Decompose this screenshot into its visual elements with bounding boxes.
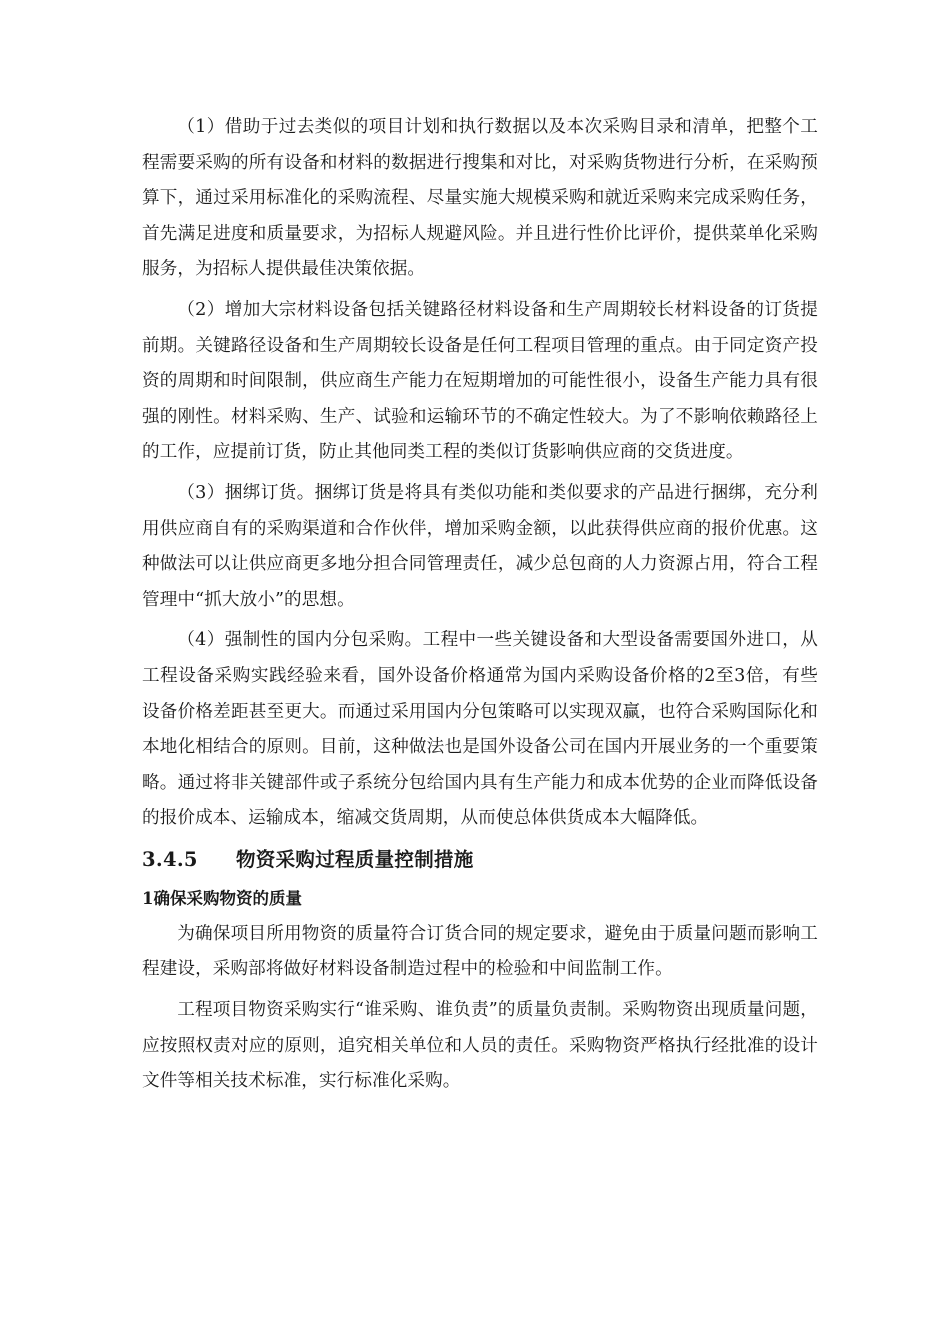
paragraph-2: （2）增加大宗材料设备包括关键路径材料设备和生产周期较长材料设备的订货提前期。关键路径设备和生产周期较长设备是任何工程项目管理的重点。由于同定资产投资的周期和时间限制，供应商生产能力在短期增加的可能性很小，设备生产能力具有很强的刚性。材料采购、生产、试验和运输环节的不确定性较大。为了不影响依赖路径上的工作，应提前订货，防止其他同类工程的类似订货影响供应商的交货进度。 [142, 299, 818, 463]
paragraph-4: （4）强制性的国内分包采购。工程中一些关键设备和大型设备需要国外进口，从工程设备采购实践经验来看，国外设备价格通常为国内采购设备价格的2至3倍，有些设备价格差距甚至更大。而通过采用国内分包策略可以实现双赢，也符合采购国际化和本地化相结合的原则。目前，这种做法也是国外设备公司在国内开展业务的一个重要策略。通过将非关键部件或子系统分包给国内具有生产能力和成本优势的企业而降低设备的报价成本、运输成本，缩减交货周期，从而使总体供货成本大幅降低。 [142, 630, 818, 829]
section-title: 物资采购过程质量控制措施 [236, 847, 474, 871]
paragraph-1: （1）借助于过去类似的项目计划和执行数据以及本次采购目录和清单，把整个工程需要采购的所有设备和材料的数据进行搜集和对比，对采购货物进行分析，在采购预算下，通过采用标准化的采购流程、尽量实施大规模采购和就近采购来完成采购任务，首先满足进度和质量要求，为招标人规避风险。并且进行性价比评价，提供菜单化采购服务，为招标人提供最佳决策依据。 [142, 117, 818, 280]
document-body [142, 110, 818, 1100]
sub-paragraph-2: 工程项目物资采购实行“谁采购、谁负责”的质量负责制。采购物资出现质量问题，应按照权责对应的原则，追究相关单位和人员的责任。采购物资严格执行经批准的设计文件等相关技术标准，实行标准化采购。 [142, 1000, 818, 1092]
section-number: 3.4.5 [142, 847, 198, 871]
subsection-heading: 1确保采购物资的质量 [142, 888, 302, 908]
paragraph-3: （3）捆绑订货。捆绑订货是将具有类似功能和类似要求的产品进行捆绑，充分利用供应商自有的采购渠道和合作伙伴，增加采购金额，以此获得供应商的报价优惠。这种做法可以让供应商更多地分担合同管理责任，减少总包商的人力资源占用，符合工程管理中“抓大放小”的思想。 [142, 482, 818, 610]
section-heading [142, 841, 818, 879]
sub-paragraph-1: 为确保项目所用物资的质量符合订货合同的规定要求，避免由于质量问题而影响工程建设，采购部将做好材料设备制造过程中的检验和中间监制工作。 [142, 923, 818, 980]
